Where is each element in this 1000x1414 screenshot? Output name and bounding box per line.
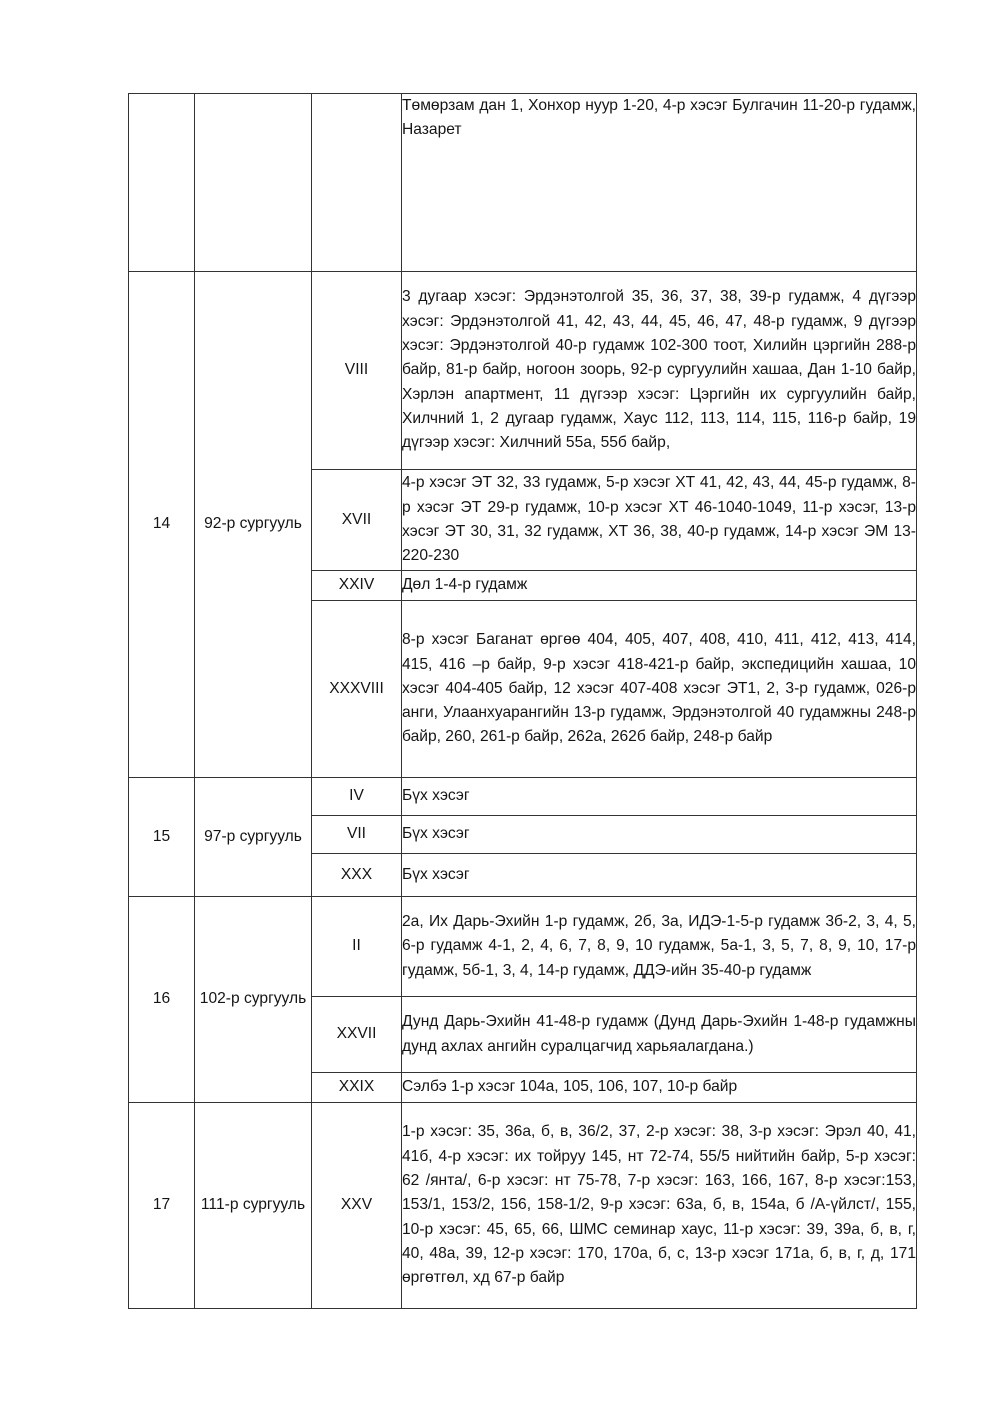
school-name: 111-р сургууль (200, 1196, 306, 1214)
row-number-cell: 17 (129, 1103, 195, 1309)
table-row (129, 272, 917, 470)
school-name-cell (195, 1103, 312, 1309)
school-name-cell (195, 94, 312, 272)
district-description-cell: Бүх хэсэг (402, 854, 917, 897)
school-name-cell (195, 897, 312, 1103)
school-name-cell (195, 272, 312, 778)
district-number-cell: XXXVIII (312, 601, 402, 778)
table-row (129, 1103, 917, 1309)
district-number-cell: IV (312, 778, 402, 816)
district-description-cell: Дөл 1-4-р гудамж (402, 571, 917, 601)
district-number-cell: XXIV (312, 571, 402, 601)
table-row (129, 94, 917, 272)
district-description-cell: 3 дугаар хэсэг: Эрдэнэтолгой 35, 36, 37, 38, 39-р гудамж, 4 дүгээр хэсэг: Эрдэнэтолгой 41, 42, 43, 44, 45, 46, 47, 48-р гудамж, 9 дүгээр хэсэг: Эрдэнэтолгой 40-р гудамж 102-300 тоот, Хилийн цэргийн 288-р байр, 81-р байр, ногоон зоорь, 92-р сургуулийн хашаа, Дан 1-10 байр, Хэрлэн апартмент, 11 дүгээр хэсэг: Цэргийн их сургуулийн байр, Хилчний 1, 2 дугаар гудамж, Хаус 112, 113, 114, 115, 116-р байр, 19 дүгээр хэсэг: Хилчний 55а, 55б байр, (402, 272, 917, 470)
district-description-cell: Дунд Дарь-Эхийн 41-48-р гудамж (Дунд Дарь-Эхийн 1-48-р гудамжны дунд ахлах ангийн суралцагчид харьяалагдана.) (402, 997, 917, 1073)
district-number-cell: XVII (312, 470, 402, 571)
school-name-cell (195, 778, 312, 897)
district-description-cell: 1-р хэсэг: 35, 36а, б, в, 36/2, 37, 2-р хэсэг: 38, 3-р хэсэг: Эрэл 40, 41, 41б, 4-р хэсэг: их тойруу 145, нт 72-74, 55/5 нийтийн байр, 5-р хэсэг: 62 /янта/, 6-р хэсэг: нт 75-78, 7-р хэсэг: 163, 166, 167, 8-р хэсэг:153, 153/1, 153/2, 156, 158-1/2, 9-р хэсэг: 63а, б, в, 154а, б /А-үйлст/, 155, 10-р хэсэг: 45, 65, 66, ШМС семинар хаус, 11-р хэсэг: 39, 39а, б, в, г, 40, 48а, 39, 12-р хэсэг: 170, 170а, б, с, 13-р хэсэг 171а, б, в, г, д, 171 өргөтгөл, хд 67-р байр (402, 1103, 917, 1309)
district-description-cell: Төмөрзам дан 1, Хонхор нуур 1-20, 4-р хэсэг Булгачин 11-20-р гудамж, Назарет (402, 94, 917, 272)
district-description-cell: Бүх хэсэг (402, 816, 917, 854)
district-number-cell: II (312, 897, 402, 997)
district-number-cell: VIII (312, 272, 402, 470)
row-number-cell: 16 (129, 897, 195, 1103)
district-description-cell: Сэлбэ 1-р хэсэг 104а, 105, 106, 107, 10-р байр (402, 1073, 917, 1103)
school-name: 92-р сургууль (204, 515, 302, 533)
school-name: 102-р сургууль (199, 990, 307, 1008)
district-description-cell: Бүх хэсэг (402, 778, 917, 816)
row-number-cell: 15 (129, 778, 195, 897)
district-number-cell: XXVII (312, 997, 402, 1073)
district-description-cell: 8-р хэсэг Баганат өргөө 404, 405, 407, 408, 410, 411, 412, 413, 414, 415, 416 –р байр, 9-р хэсэг 418-421-р байр, экспедицийн хашаа, 10 хэсэг 404-405 байр, 12 хэсэг 407-408 хэсэг ЭТ1, 2, 3-р гудамж, 026-р анги, Улаанхуарангийн 13-р гудамж, Эрдэнэтолгой 40 гудамжны 248-р байр, 260, 261-р байр, 262а, 262б байр, 248-р байр (402, 601, 917, 778)
row-number-cell (129, 94, 195, 272)
district-number-cell (312, 94, 402, 272)
district-description-cell: 2а, Их Дарь-Эхийн 1-р гудамж, 2б, 3а, ИДЭ-1-5-р гудамж 3б-2, 3, 4, 5, 6-р гудамж 4-1, 2, 4, 6, 7, 8, 9, 10 гудамж, 5а-1, 3, 5, 7, 8, 9, 10, 17-р гудамж, 5б-1, 3, 4, 14-р гудамж, ДДЭ-ийн 35-40-р гудамж (402, 897, 917, 997)
district-number-cell: XXIX (312, 1073, 402, 1103)
school-district-table (128, 93, 917, 1309)
table-row (129, 778, 917, 816)
district-description-cell: 4-р хэсэг ЭТ 32, 33 гудамж, 5-р хэсэг ХТ 41, 42, 43, 44, 45-р гудамж, 8-р хэсэг ЭТ 29-р гудамж, 10-р хэсэг ХТ 46-1040-1049, 11-р хэсэг, 13-р хэсэг ЭТ 30, 31, 32 гудамж, ХТ 36, 38, 40-р гудамж, 14-р хэсэг ЭМ 13-220-230 (402, 470, 917, 571)
school-name: 97-р сургууль (204, 827, 302, 845)
district-number-cell: VII (312, 816, 402, 854)
row-number-cell: 14 (129, 272, 195, 778)
district-number-cell: XXV (312, 1103, 402, 1309)
district-number-cell: XXX (312, 854, 402, 897)
table-row (129, 897, 917, 997)
